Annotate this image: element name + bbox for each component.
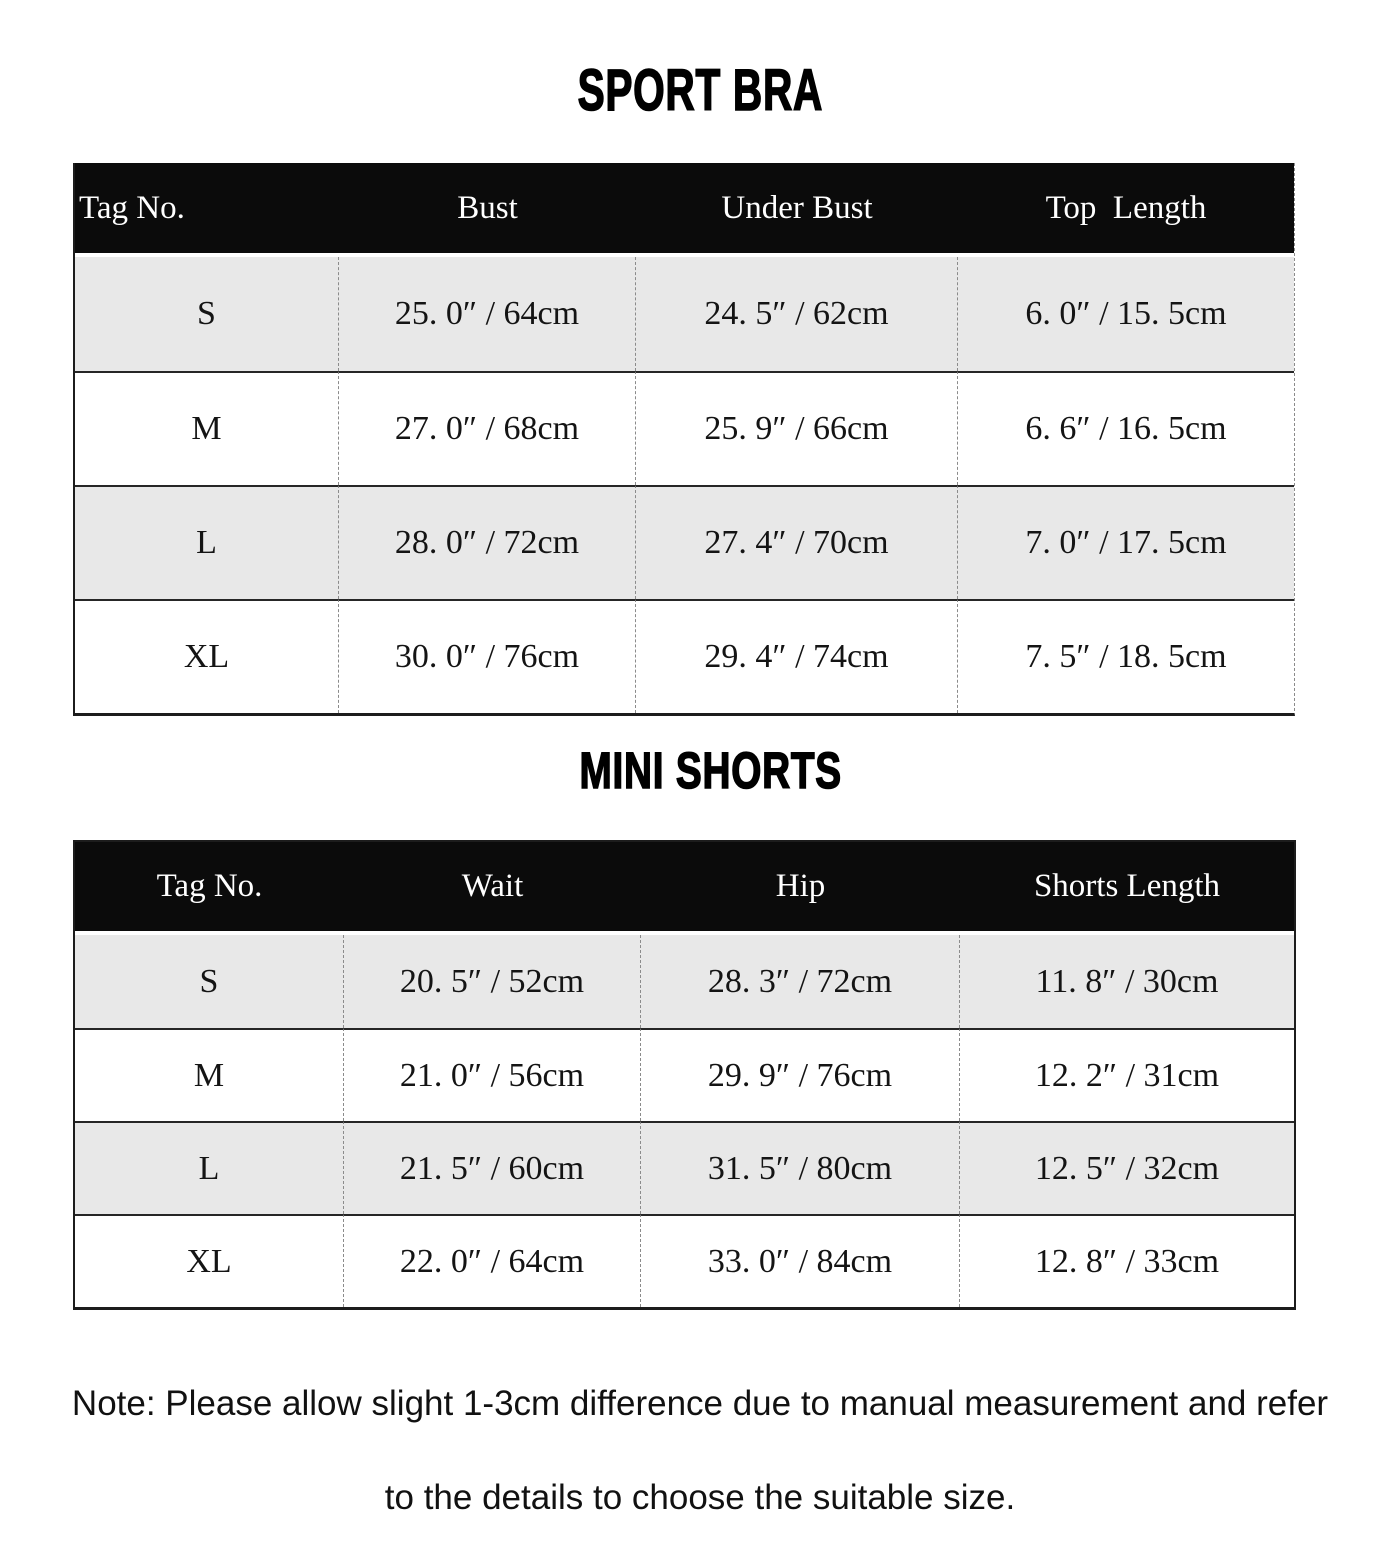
sportbra-s-tag: S xyxy=(75,257,339,371)
sportbra-l-under-bust: 27. 4″ / 70cm xyxy=(636,485,958,599)
mini-shorts-size-table xyxy=(73,840,1296,1310)
minishorts-column-header-wait: Wait xyxy=(344,842,641,935)
sportbra-xl-top-length: 7. 5″ / 18. 5cm xyxy=(958,599,1294,713)
sportbra-l-top-length: 7. 0″ / 17. 5cm xyxy=(958,485,1294,599)
minishorts-column-header-tag-no: Tag No. xyxy=(75,842,344,935)
minishorts-m-tag: M xyxy=(75,1028,344,1121)
sportbra-column-header-bust: Bust xyxy=(339,163,636,257)
sportbra-l-bust: 28. 0″ / 72cm xyxy=(339,485,636,599)
minishorts-m-hip: 29. 9″ / 76cm xyxy=(641,1028,960,1121)
sport-bra-size-table xyxy=(73,163,1295,716)
minishorts-l-waist: 21. 5″ / 60cm xyxy=(344,1121,641,1214)
sportbra-l-tag: L xyxy=(75,485,339,599)
sportbra-column-header-top-length: Top Length xyxy=(958,163,1294,257)
minishorts-s-tag: S xyxy=(75,935,344,1028)
sportbra-m-under-bust: 25. 9″ / 66cm xyxy=(636,371,958,485)
sport-bra-title xyxy=(0,58,1400,123)
mini-shorts-title-text: MINI SHORTS xyxy=(579,742,843,799)
sportbra-xl-bust: 30. 0″ / 76cm xyxy=(339,599,636,713)
mini-shorts-title xyxy=(0,742,1400,799)
minishorts-m-waist: 21. 0″ / 56cm xyxy=(344,1028,641,1121)
minishorts-xl-hip: 33. 0″ / 84cm xyxy=(641,1214,960,1307)
sportbra-column-header-under-bust: Under Bust xyxy=(636,163,958,257)
minishorts-xl-tag: XL xyxy=(75,1214,344,1307)
sportbra-m-bust: 27. 0″ / 68cm xyxy=(339,371,636,485)
sport-bra-title-text: SPORT BRA xyxy=(577,58,823,123)
minishorts-column-header-shorts-length: Shorts Length xyxy=(960,842,1294,935)
sportbra-m-tag: M xyxy=(75,371,339,485)
sportbra-m-top-length: 6. 6″ / 16. 5cm xyxy=(958,371,1294,485)
sportbra-s-under-bust: 24. 5″ / 62cm xyxy=(636,257,958,371)
sportbra-xl-under-bust: 29. 4″ / 74cm xyxy=(636,599,958,713)
sportbra-s-bust: 25. 0″ / 64cm xyxy=(339,257,636,371)
minishorts-column-header-hip: Hip xyxy=(641,842,960,935)
sportbra-column-header-tag-no: Tag No. xyxy=(75,163,339,257)
minishorts-xl-waist: 22. 0″ / 64cm xyxy=(344,1214,641,1307)
note-line-2: to the details to choose the suitable size. xyxy=(384,1478,1016,1517)
minishorts-l-tag: L xyxy=(75,1121,344,1214)
minishorts-m-shorts-length: 12. 2″ / 31cm xyxy=(960,1028,1294,1121)
minishorts-l-hip: 31. 5″ / 80cm xyxy=(641,1121,960,1214)
sportbra-xl-tag: XL xyxy=(75,599,339,713)
minishorts-s-hip: 28. 3″ / 72cm xyxy=(641,935,960,1028)
minishorts-s-waist: 20. 5″ / 52cm xyxy=(344,935,641,1028)
minishorts-l-shorts-length: 12. 5″ / 32cm xyxy=(960,1121,1294,1214)
minishorts-s-shorts-length: 11. 8″ / 30cm xyxy=(960,935,1294,1028)
minishorts-xl-shorts-length: 12. 8″ / 33cm xyxy=(960,1214,1294,1307)
note-line-1: Note: Please allow slight 1-3cm difference due to manual measurement and refer xyxy=(71,1384,1329,1423)
sportbra-s-top-length: 6. 0″ / 15. 5cm xyxy=(958,257,1294,371)
